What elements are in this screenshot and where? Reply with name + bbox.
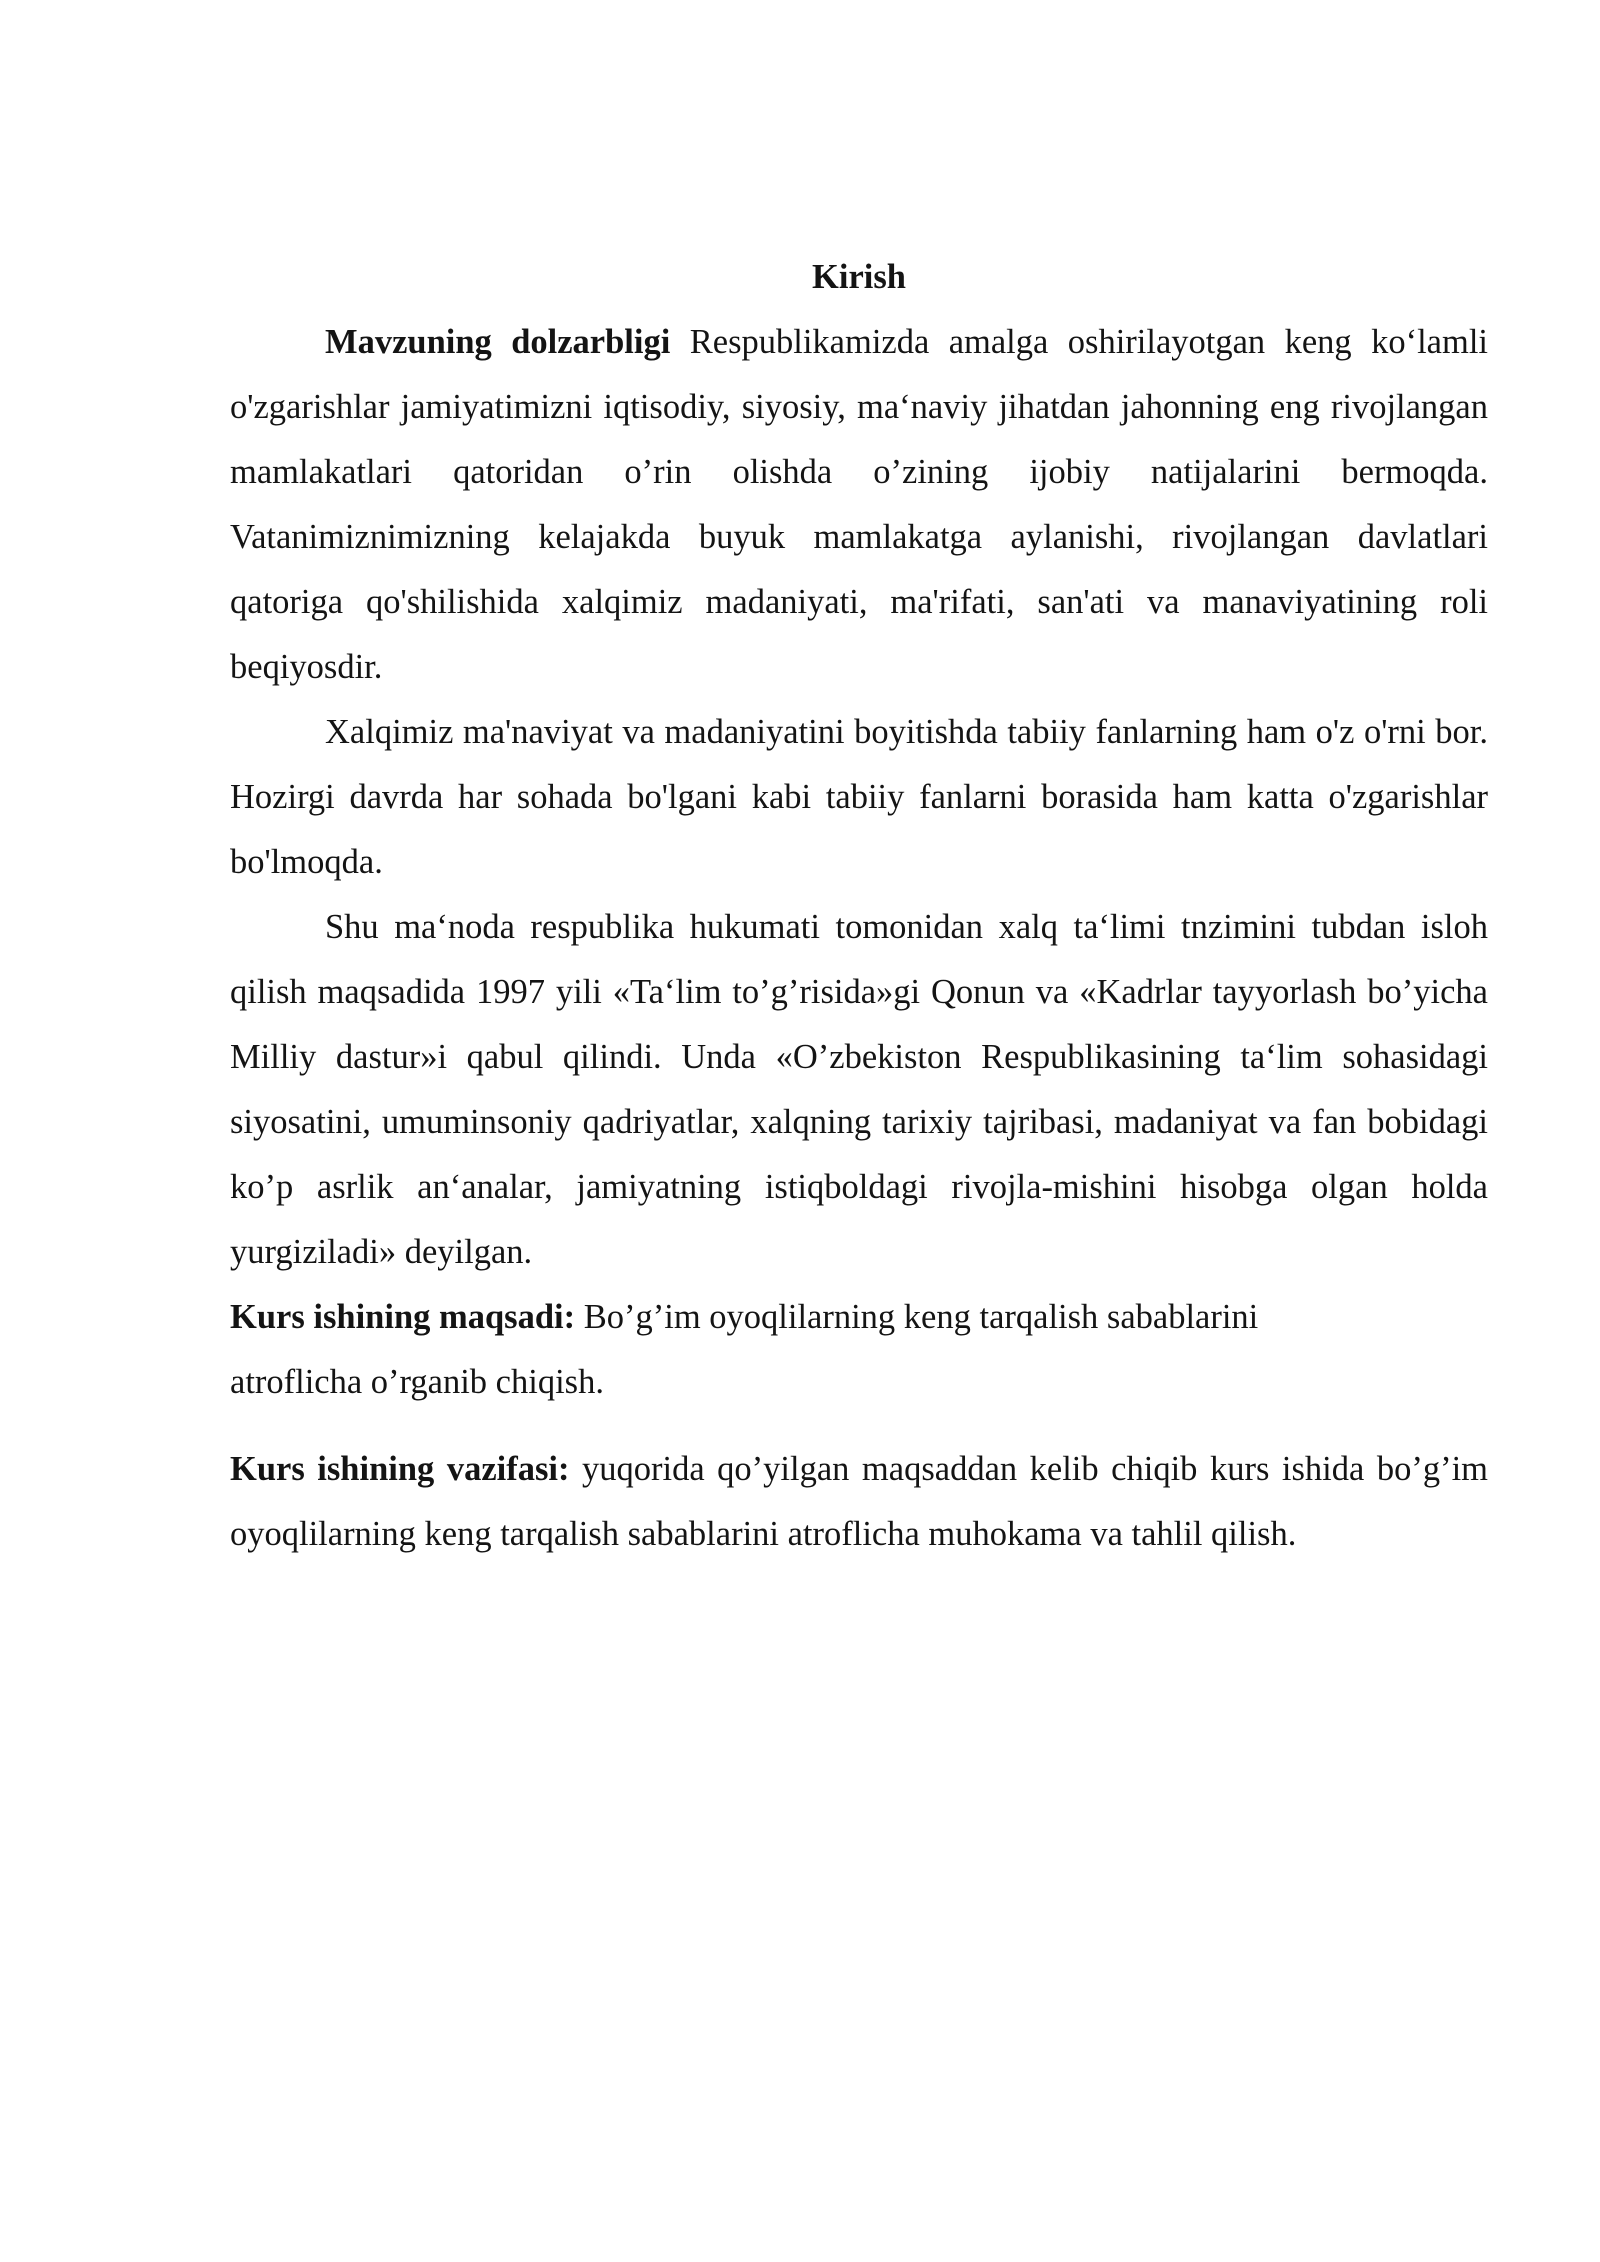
paragraph-gap (230, 1415, 1488, 1437)
goal-paragraph (230, 1285, 1488, 1415)
education-law-paragraph: Shu ma‘noda respublika hukumati tomonidan xalq ta‘limi tnzimini tubdan isloh qilish maqsadida 1997 yili «Ta‘lim to’g’risida»gi Qonun va «Kadrlar tayyorlash bo’yicha Milliy dastur»i qabul qilindi. Unda «O’zbekiston Respublikasining ta‘lim sohasidagi siyosatini, umuminsoniy qadriyatlar, xalqning tarixiy tajribasi, madaniyat va fan bobidagi ko’p asrlik an‘analar, jamiyatning istiqboldagi rivojla-mishini hisobga olgan holda yurgiziladi» deyilgan. (230, 908, 1488, 1271)
sciences-paragraph: Xalqimiz ma'naviyat va madaniyatini boyitishda tabiiy fanlarning ham o'z o'rni bor. Hozirgi davrda har sohada bo'lgani kabi tabiiy fanlarni borasida ham katta o'zgarishlar bo'lmoqda. (230, 713, 1488, 881)
page-title: Kirish (812, 258, 906, 296)
relevance-text: Respublikamizda amalga oshirilayotgan keng ko‘lamli o'zgarishlar jamiyatimizni iqtisodiy, siyosiy, ma‘naviy jihatdan jahonning eng rivojlangan mamlakatlari qatoridan o’rin olishda o’zining ijobiy natijalarini bermoqda. Vatanimiznimizning kelajakda buyuk mamlakatga aylanishi, rivojlangan davlatlari qatoriga qo'shilishida xalqimiz madaniyati, ma'rifati, san'ati va manaviyatining roli beqiyosdir. (230, 323, 1488, 686)
goal-text-line2: atroflicha o’rganib chiqish. (230, 1363, 604, 1401)
goal-text-line1: Bo’g’im oyoqlilarning keng tarqalish sabablarini (575, 1298, 1259, 1336)
task-paragraph (230, 1437, 1488, 1567)
document-body (230, 245, 1488, 1567)
task-text: yuqorida qo’yilgan maqsaddan kelib chiqib kurs ishida bo’g’im oyoqlilarning keng tarqalish sabablarini atroflicha muhokama va tahlil qilish. (230, 1450, 1488, 1553)
goal-heading: Kurs ishining maqsadi: (230, 1298, 576, 1336)
task-heading: Kurs ishining vazifasi: (230, 1450, 570, 1488)
relevance-heading: Mavzuning dolzarbligi (325, 323, 671, 361)
relevance-paragraph (230, 310, 1488, 700)
